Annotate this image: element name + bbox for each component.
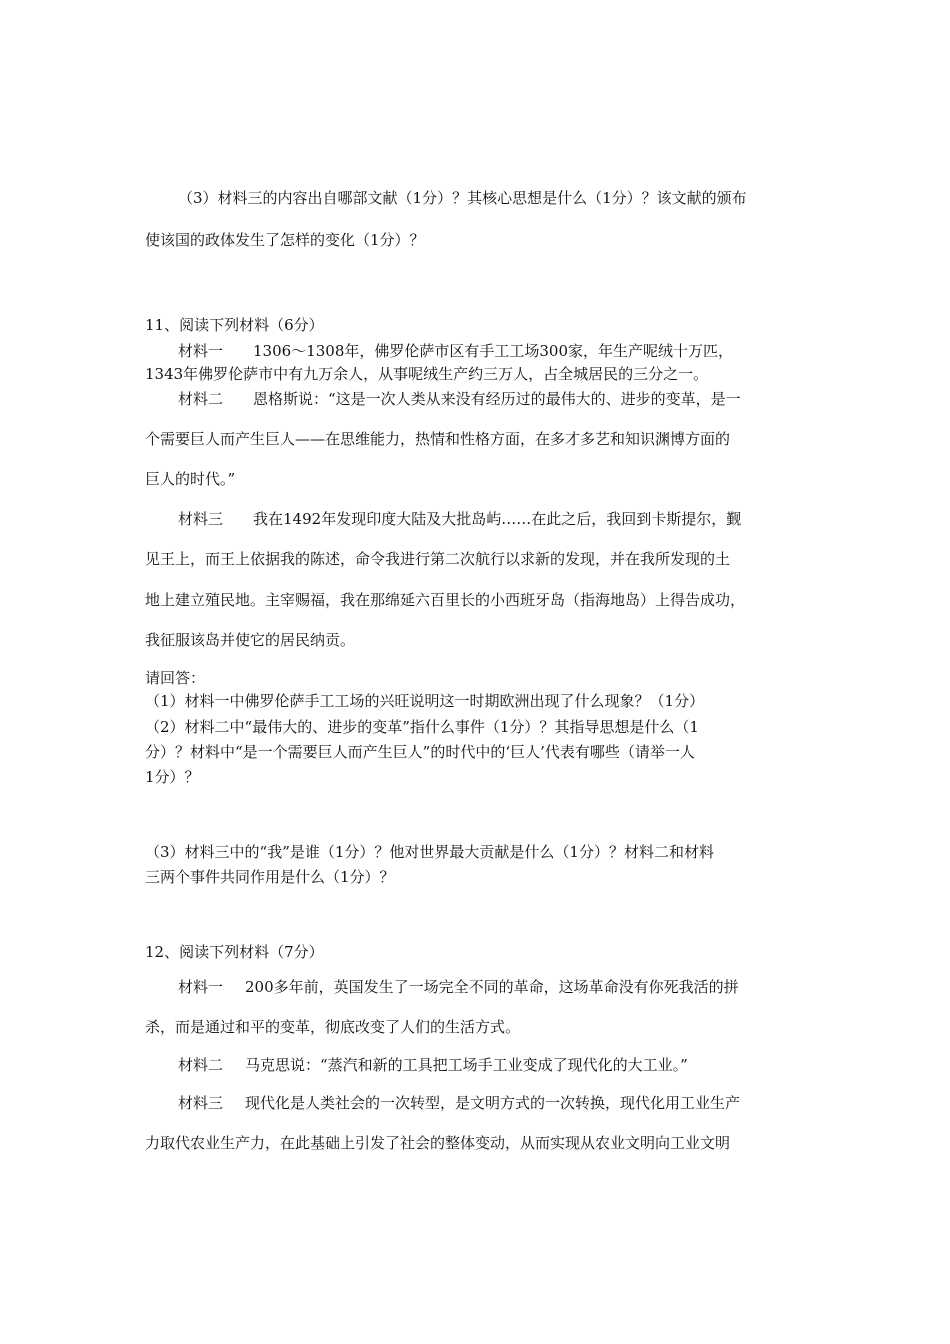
q12-material3-text: 现代化是人类社会的一次转型，是文明方式的一次转换，现代化用工业生产 — [245, 1094, 741, 1112]
q10-part3-line1: （3）材料三的内容出自哪部文献（1分）？其核心思想是什么（1分）？该文献的颁布 — [178, 189, 747, 207]
q11-question2-line3: 1分）？ — [145, 768, 200, 786]
q12-heading: 12、阅读下列材料（7分） — [145, 943, 324, 961]
q11-prompt: 请回答： — [145, 669, 206, 687]
q11-material3-line4: 我征服该岛并使它的居民纳贡。 — [145, 631, 356, 649]
q11-material2-label: 材料二 — [178, 390, 224, 408]
q12-material1-text: 200多年前，英国发生了一场完全不同的革命，这场革命没有你死我活的拼 — [245, 978, 739, 996]
q12-material1-line1 — [178, 977, 739, 997]
q11-material1-text: 1306～1308年，佛罗伦萨市区有手工工场300家，年生产呢绒十万匹， — [253, 342, 733, 360]
q12-material1-label: 材料一 — [178, 978, 224, 996]
q11-question3-line1: （3）材料三中的“我”是谁（1分）？他对世界最大贡献是什么（1分）？材料二和材料 — [145, 843, 714, 861]
q12-material2-line1 — [178, 1055, 688, 1075]
q11-material3-label: 材料三 — [178, 510, 224, 528]
q11-material2-line2: 个需要巨人而产生巨人——在思维能力，热情和性格方面，在多才多艺和知识渊博方面的 — [145, 430, 731, 448]
q11-material3-line1 — [178, 509, 741, 529]
q11-heading: 11、阅读下列材料（6分） — [145, 316, 324, 334]
q12-material3-line1 — [178, 1093, 740, 1113]
q11-question2-line1: （2）材料二中“最伟大的、进步的变革”指什么事件（1分）？其指导思想是什么（1 — [145, 718, 699, 736]
q11-material2-text: 恩格斯说：“这是一次人类从来没有经历过的最伟大的、进步的变革，是一 — [253, 390, 741, 408]
q11-question2-line2: 分）？材料中“是一个需要巨人而产生巨人”的时代中的‘巨人’代表有哪些（请举一人 — [145, 743, 695, 761]
q12-material3-label: 材料三 — [178, 1094, 224, 1112]
q11-material3-line3: 地上建立殖民地。主宰赐福，我在那绵延六百里长的小西班牙岛（指海地岛）上得告成功， — [145, 591, 746, 609]
q11-question1: （1）材料一中佛罗伦萨手工工场的兴旺说明这一时期欧洲出现了什么现象？（1分） — [145, 692, 705, 710]
q11-question3-line2: 三两个事件共同作用是什么（1分）？ — [145, 868, 395, 886]
q12-material2-label: 材料二 — [178, 1056, 224, 1074]
q10-part3-line2: 使该国的政体发生了怎样的变化（1分）？ — [145, 231, 425, 249]
q11-material2-line3: 巨人的时代。” — [145, 470, 236, 488]
q12-material3-line2: 力取代农业生产力，在此基础上引发了社会的整体变动，从而实现从农业文明向工业文明 — [145, 1134, 731, 1152]
q11-material3-text: 我在1492年发现印度大陆及大批岛屿……在此之后，我回到卡斯提尔，觐 — [253, 510, 742, 528]
q11-material1-line2: 1343年佛罗伦萨市中有九万余人，从事呢绒生产约三万人，占全城居民的三分之一。 — [145, 365, 709, 383]
q11-material3-line2: 见王上，而王上依据我的陈述，命令我进行第二次航行以求新的发现，并在我所发现的土 — [145, 550, 731, 568]
q11-material1-line1 — [178, 341, 733, 361]
q12-material1-line2: 杀，而是通过和平的变革，彻底改变了人们的生活方式。 — [145, 1018, 521, 1036]
q11-material2-line1 — [178, 389, 741, 409]
q11-material1-label: 材料一 — [178, 342, 224, 360]
q12-material2-text: 马克思说：“蒸汽和新的工具把工场手工业变成了现代化的大工业。” — [245, 1056, 688, 1074]
